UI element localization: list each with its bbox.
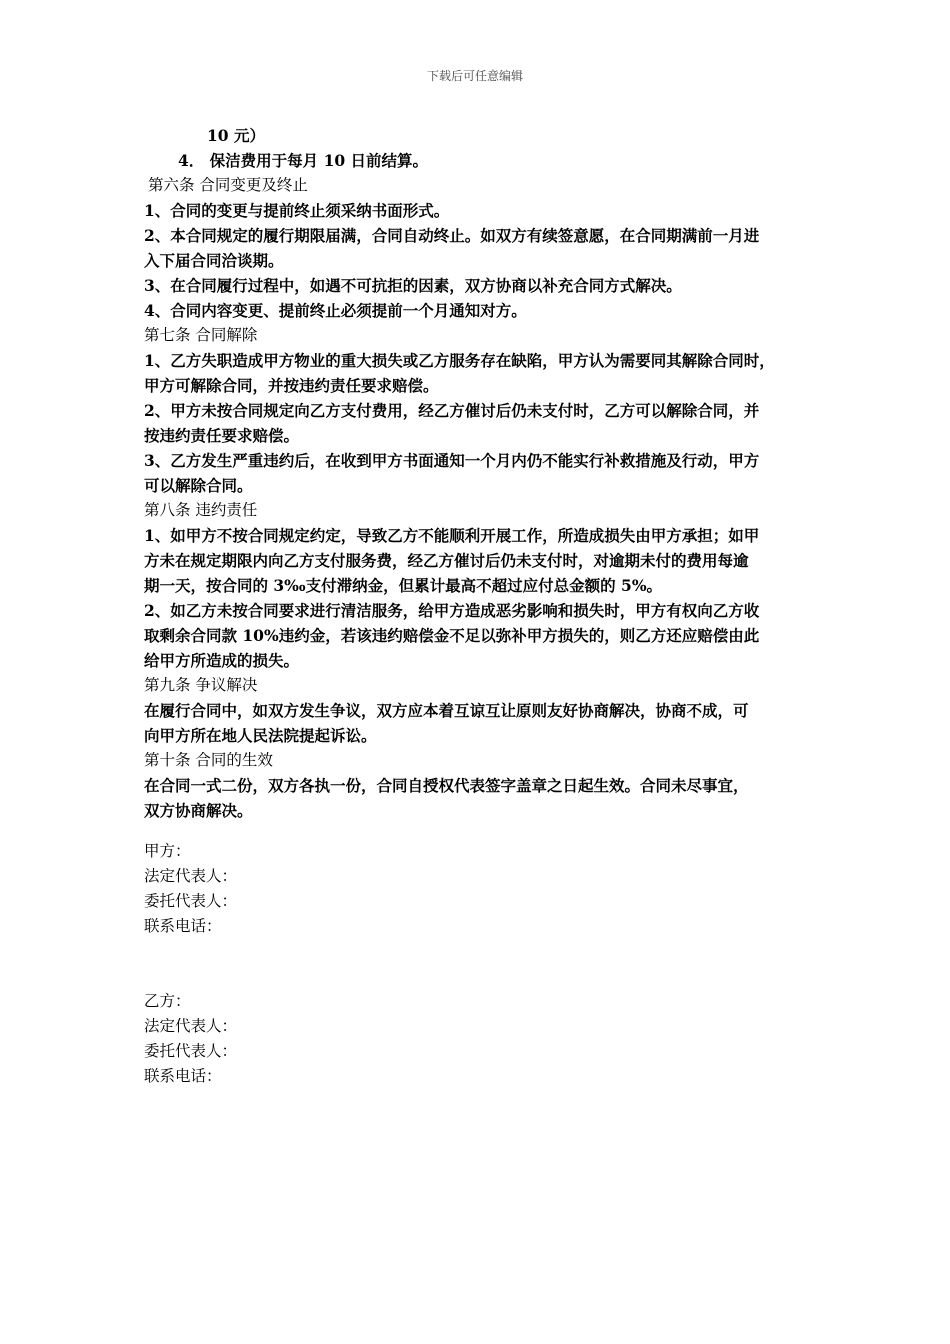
party-b-phone: 联系电话： (144, 1067, 222, 1085)
party-a-block (144, 839, 824, 939)
article-9-text: 在履行合同中，如双方发生争议，双方应本着互谅互让原则友好协商解决，协商不成，可 (144, 701, 749, 720)
article-7-item-2-cont: 按违约责任要求赔偿。 (144, 426, 300, 445)
article-6-item-3: 3、在合同履行过程中，如遇不可抗拒的因素，双方协商以补充合同方式解决。 (144, 276, 682, 295)
party-b-agent: 委托代表人： (144, 1042, 238, 1060)
party-a-agent: 委托代表人： (144, 892, 238, 910)
party-a-legal-rep: 法定代表人： (144, 867, 238, 885)
article-6-item-2: 2、本合同规定的履行期限届满，合同自动终止。如双方有续签意愿，在合同期满前一月进 (144, 226, 760, 245)
article-7-item-3-cont: 可以解除合同。 (144, 476, 253, 495)
article-8-item-1-cont2: 期一天，按合同的 3‰支付滞纳金，但累计最高不超过应付总金额的 5%。 (144, 576, 663, 595)
article-8-item-1-cont: 方未在规定期限内向乙方支付服务费，经乙方催讨后仍未支付时，对逾期未付的费用每逾 (144, 551, 749, 570)
party-a-label: 甲方： (144, 842, 191, 860)
article-7-item-3: 3、乙方发生严重违约后，在收到甲方书面通知一个月内仍不能实行补救措施及行动，甲方 (144, 451, 760, 470)
clause-item-4: 4． 保洁费用于每月 10 日前结算。 (178, 151, 429, 170)
party-b-block (144, 989, 824, 1089)
contract-body (144, 123, 824, 1089)
article-9-heading: 第九条 争议解决 (144, 676, 258, 694)
article-10-text-cont: 双方协商解决。 (144, 801, 253, 820)
article-7-item-1: 1、乙方失职造成甲方物业的重大损失或乙方服务存在缺陷，甲方认为需要同其解除合同时， (144, 351, 775, 370)
article-8-item-1: 1、如甲方不按合同规定约定，导致乙方不能顺利开展工作，所造成损失由甲方承担；如甲 (144, 526, 760, 545)
fee-note-line: 10 元） (207, 126, 265, 145)
party-a-phone: 联系电话： (144, 917, 222, 935)
article-9-text-cont: 向甲方所在地人民法院提起诉讼。 (144, 726, 377, 745)
party-b-label: 乙方： (144, 992, 191, 1010)
article-6-heading: 第六条 合同变更及终止 (148, 176, 308, 194)
article-6-item-2-cont: 入下届合同洽谈期。 (144, 251, 284, 270)
spacer (144, 823, 824, 839)
article-10-text: 在合同一式二份，双方各执一份，合同自授权代表签字盖章之日起生效。合同未尽事宜， (144, 776, 749, 795)
page-header: 下载后可任意编辑 (426, 69, 523, 83)
article-8-item-2-cont2: 给甲方所造成的损失。 (144, 651, 300, 670)
article-7-heading: 第七条 合同解除 (144, 326, 258, 344)
article-8-item-2: 2、如乙方未按合同要求进行清洁服务，给甲方造成恶劣影响和损失时，甲方有权向乙方收 (144, 601, 760, 620)
article-8-item-2-cont: 取剩余合同款 10%违约金，若该违约赔偿金不足以弥补甲方损失的，则乙方还应赔偿由此 (144, 626, 760, 645)
article-6-item-1: 1、合同的变更与提前终止须采纳书面形式。 (144, 201, 450, 220)
article-6-item-4: 4、合同内容变更、提前终止必须提前一个月通知对方。 (144, 301, 527, 320)
spacer-large (144, 939, 824, 989)
article-7-item-1-cont: 甲方可解除合同，并按违约责任要求赔偿。 (144, 376, 439, 395)
article-7-item-2: 2、甲方未按合同规定向乙方支付费用，经乙方催讨后仍未支付时，乙方可以解除合同，并 (144, 401, 760, 420)
party-b-legal-rep: 法定代表人： (144, 1017, 238, 1035)
article-8-heading: 第八条 违约责任 (144, 501, 258, 519)
article-10-heading: 第十条 合同的生效 (144, 751, 273, 769)
